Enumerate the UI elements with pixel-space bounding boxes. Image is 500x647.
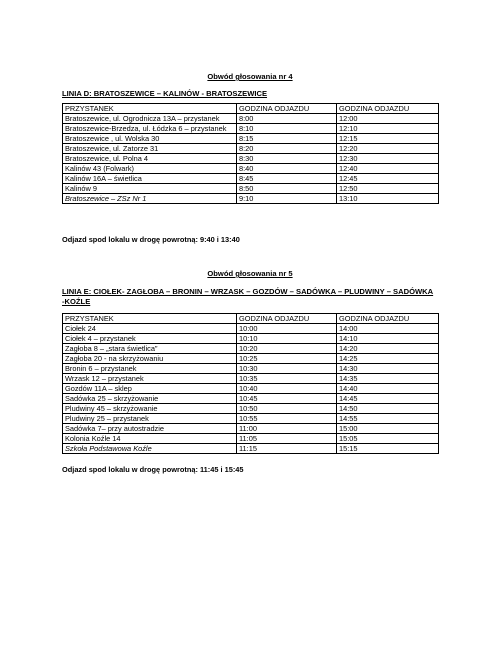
departure-time-2-cell: 14:20 (337, 344, 439, 354)
departure-time-1-cell: 10:45 (237, 394, 337, 404)
table-row (63, 324, 439, 334)
stop-cell: Kalinów 9 (63, 184, 237, 194)
table-row (63, 404, 439, 414)
table-row (63, 344, 439, 354)
table-row (63, 384, 439, 394)
departure-time-1-cell: 10:35 (237, 374, 337, 384)
departure-time-1-cell: 10:00 (237, 324, 337, 334)
stop-cell: Ciołek 24 (63, 324, 237, 334)
departure-time-1-cell: 9:10 (237, 194, 337, 204)
header-departure-1: GODZINA ODJAZDU (237, 104, 337, 114)
departure-time-2-cell: 12:00 (337, 114, 439, 124)
stop-cell: Sadówka 25 – skrzyżowanie (63, 394, 237, 404)
departure-time-1-cell: 11:00 (237, 424, 337, 434)
table-row (63, 164, 439, 174)
departure-time-1-cell: 10:30 (237, 364, 337, 374)
header-stop: PRZYSTANEK (63, 314, 237, 324)
return-note-line-d: Odjazd spod lokalu w drogę powrotną: 9:40 i 13:40 (62, 235, 240, 244)
departure-time-2-cell: 15:15 (337, 444, 439, 454)
header-stop: PRZYSTANEK (63, 104, 237, 114)
departure-time-1-cell: 8:50 (237, 184, 337, 194)
stop-cell: Zagłoba 8 – „stara świetlica” (63, 344, 237, 354)
table-row (63, 134, 439, 144)
departure-time-2-cell: 12:50 (337, 184, 439, 194)
table-row (63, 354, 439, 364)
table-row (63, 154, 439, 164)
header-departure-2: GODZINA ODJAZDU (337, 314, 439, 324)
table-row (63, 194, 439, 204)
table-row (63, 394, 439, 404)
departure-time-1-cell: 8:40 (237, 164, 337, 174)
departure-time-1-cell: 10:10 (237, 334, 337, 344)
header-departure-1: GODZINA ODJAZDU (237, 314, 337, 324)
departure-time-2-cell: 12:10 (337, 124, 439, 134)
departure-time-2-cell: 12:40 (337, 164, 439, 174)
stop-cell: Bratoszewice-Brzedza, ul. Łódzka 6 – przystanek (63, 124, 237, 134)
schedule-table-line-d (62, 103, 439, 204)
section-title-obwod-5: Obwód głosowania nr 5 (207, 269, 293, 278)
stop-cell: Bratoszewice, ul. Polna 4 (63, 154, 237, 164)
stop-cell: Pludwiny 25 – przystanek (63, 414, 237, 424)
departure-time-2-cell: 13:10 (337, 194, 439, 204)
departure-time-2-cell: 14:30 (337, 364, 439, 374)
departure-time-1-cell: 8:20 (237, 144, 337, 154)
line-heading-d: LINIA D: BRATOSZEWICE – KALINÓW - BRATOSZEWICE (62, 89, 268, 98)
table-row (63, 174, 439, 184)
departure-time-1-cell: 8:45 (237, 174, 337, 184)
stop-cell: Bratoszewice – ZSz Nr 1 (63, 194, 237, 204)
table-header-row (63, 314, 439, 324)
departure-time-1-cell: 10:55 (237, 414, 337, 424)
stop-cell: Bratoszewice, ul. Ogrodnicza 13A – przystanek (63, 114, 237, 124)
stop-cell: Szkoła Podstawowa Koźle (63, 444, 237, 454)
table-row (63, 184, 439, 194)
departure-time-2-cell: 14:35 (337, 374, 439, 384)
departure-time-1-cell: 11:05 (237, 434, 337, 444)
table-row (63, 144, 439, 154)
table-row (63, 124, 439, 134)
departure-time-1-cell: 10:40 (237, 384, 337, 394)
table-row (63, 114, 439, 124)
table-header-row (63, 104, 439, 114)
stop-cell: Wrzask 12 – przystanek (63, 374, 237, 384)
stop-cell: Kolonia Koźle 14 (63, 434, 237, 444)
stop-cell: Zagłoba 20 - na skrzyżowaniu (63, 354, 237, 364)
table-row (63, 364, 439, 374)
departure-time-2-cell: 14:45 (337, 394, 439, 404)
departure-time-1-cell: 10:50 (237, 404, 337, 414)
table-row (63, 424, 439, 434)
schedule-table-line-e (62, 313, 439, 454)
line-heading-e-cont: -KOŹLE (62, 297, 91, 306)
departure-time-2-cell: 14:50 (337, 404, 439, 414)
section-title-obwod-4: Obwód głosowania nr 4 (207, 72, 293, 81)
stop-cell: Ciołek 4 – przystanek (63, 334, 237, 344)
stop-cell: Bratoszewice , ul. Wolska 30 (63, 134, 237, 144)
stop-cell: Kalinów 16A – świetlica (63, 174, 237, 184)
header-departure-2: GODZINA ODJAZDU (337, 104, 439, 114)
stop-cell: Kalinów 43 (Folwark) (63, 164, 237, 174)
departure-time-1-cell: 8:10 (237, 124, 337, 134)
table-row (63, 434, 439, 444)
departure-time-1-cell: 10:25 (237, 354, 337, 364)
departure-time-2-cell: 15:05 (337, 434, 439, 444)
stop-cell: Bronin 6 – przystanek (63, 364, 237, 374)
departure-time-2-cell: 12:45 (337, 174, 439, 184)
departure-time-2-cell: 12:30 (337, 154, 439, 164)
departure-time-2-cell: 15:00 (337, 424, 439, 434)
departure-time-1-cell: 8:00 (237, 114, 337, 124)
departure-time-1-cell: 10:20 (237, 344, 337, 354)
stop-cell: Gozdów 11A – sklep (63, 384, 237, 394)
departure-time-2-cell: 14:25 (337, 354, 439, 364)
departure-time-2-cell: 14:00 (337, 324, 439, 334)
departure-time-2-cell: 14:10 (337, 334, 439, 344)
table-row (63, 374, 439, 384)
table-row (63, 334, 439, 344)
stop-cell: Pludwiny 45 – skrzyżowanie (63, 404, 237, 414)
line-heading-e: LINIA E: CIOŁEK- ZAGŁOBA – BRONIN – WRZASK – GOZDÓW – SADÓWKA – PLUDWINY – SADÓWKA (62, 287, 434, 296)
stop-cell: Bratoszewice, ul. Zatorze 31 (63, 144, 237, 154)
departure-time-2-cell: 14:55 (337, 414, 439, 424)
departure-time-1-cell: 8:15 (237, 134, 337, 144)
table-row (63, 414, 439, 424)
departure-time-2-cell: 12:20 (337, 144, 439, 154)
departure-time-2-cell: 14:40 (337, 384, 439, 394)
departure-time-1-cell: 8:30 (237, 154, 337, 164)
departure-time-1-cell: 11:15 (237, 444, 337, 454)
table-row (63, 444, 439, 454)
departure-time-2-cell: 12:15 (337, 134, 439, 144)
stop-cell: Sadówka 7– przy autostradzie (63, 424, 237, 434)
return-note-line-e: Odjazd spod lokalu w drogę powrotną: 11:45 i 15:45 (62, 465, 244, 474)
